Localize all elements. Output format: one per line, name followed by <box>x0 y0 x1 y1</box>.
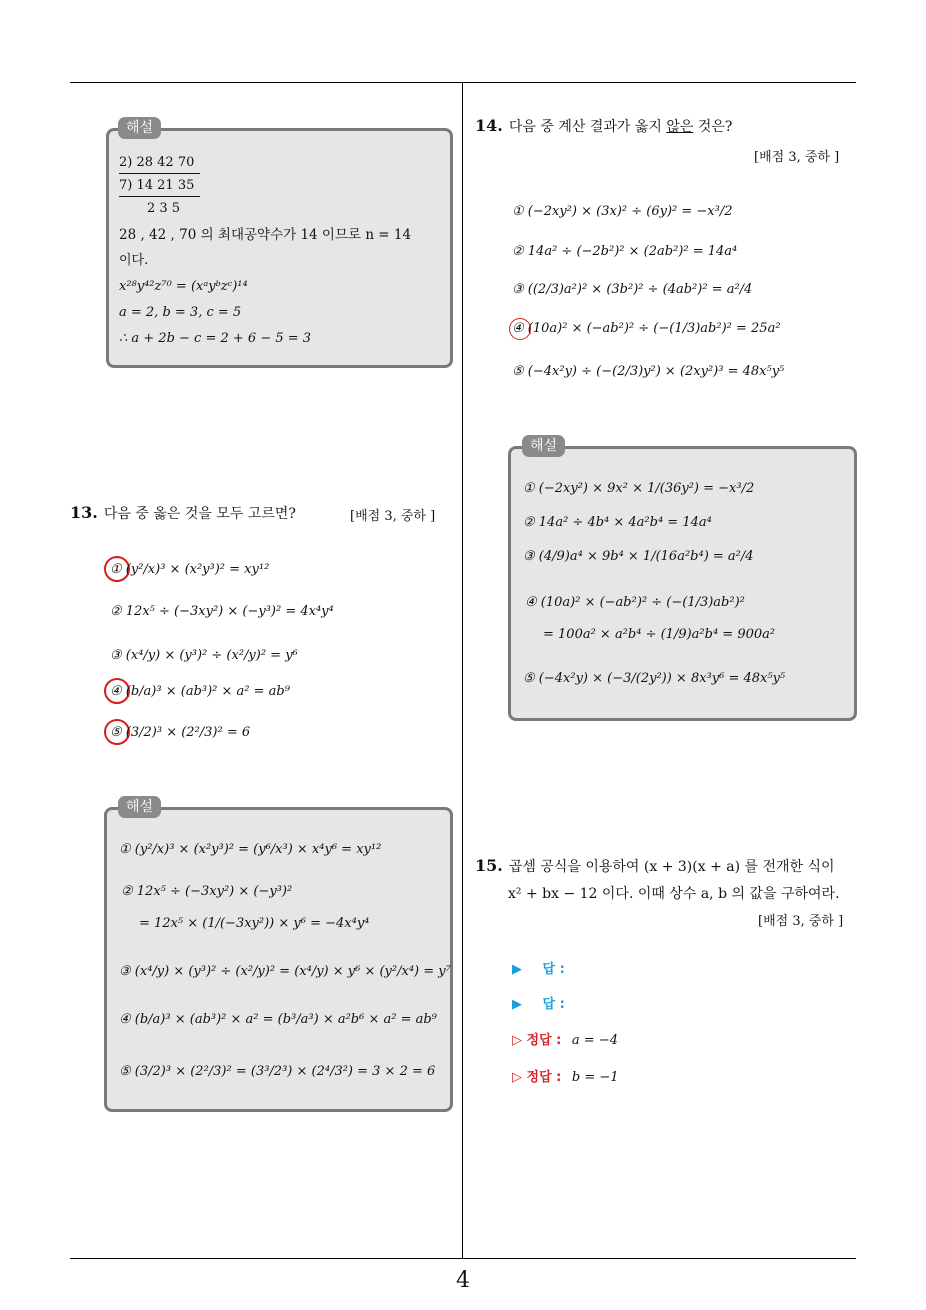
solution-line: = 12x⁵ × (1/(−3xy²)) × y⁶ = −4x⁴y⁴ <box>139 916 370 931</box>
solution-tag: 해설 <box>118 796 161 818</box>
solution-line: ① (−2xy²) × 9x² × 1/(36y²) = −x³/2 <box>523 481 755 496</box>
solution-box-q13 <box>104 807 453 1112</box>
solution-line: = 100a² × a²b⁴ ÷ (1/9)a²b⁴ = 900a² <box>543 627 776 642</box>
solution-line: ② 12x⁵ ÷ (−3xy²) × (−y³)² <box>121 884 293 899</box>
answer-key-label: 정답 : <box>526 1033 562 1048</box>
solution-line: ④ (10a)² × (−ab²)² ÷ (−(1/3)ab²)² <box>525 595 745 610</box>
solution-line: 이다. <box>119 253 149 268</box>
option-1[interactable]: ① (−2xy²) × (3x)² ÷ (6y)² = −x³/2 <box>512 204 733 219</box>
page-number: 4 <box>456 1268 470 1293</box>
column-divider <box>462 82 463 1259</box>
answer-row-2[interactable] <box>512 993 565 1012</box>
question-emphasis: 않은 <box>666 119 694 135</box>
question-text-line2: x² + bx − 12 이다. 이때 상수 a, b 의 값을 구하여라. <box>508 886 840 902</box>
question-meta: [배점 3, 중하 ] <box>350 509 436 524</box>
answer-label: 답 : <box>542 962 565 977</box>
top-rule <box>70 82 856 83</box>
solution-box-q12 <box>106 128 453 368</box>
option-2[interactable]: ② 14a² ÷ (−2b²)² × (2ab²)² = 14a⁴ <box>512 244 738 259</box>
answer-key-value: a = −4 <box>571 1033 618 1048</box>
solution-line: ② 14a² ÷ 4b⁴ × 4a²b⁴ = 14a⁴ <box>523 515 712 530</box>
solution-line: ③ (4/9)a⁴ × 9b⁴ × 1/(16a²b⁴) = a²/4 <box>523 549 754 564</box>
answer-label: 답 : <box>542 997 565 1012</box>
option-4[interactable]: ④ (b/a)³ × (ab³)² × a² = ab⁹ <box>110 684 290 699</box>
gcd-row-2: 7) 14 21 35 <box>119 176 200 197</box>
option-1[interactable]: ① (y²/x)³ × (x²y³)² = xy¹² <box>110 562 270 577</box>
solution-conclusion: ∴ a + 2b − c = 2 + 6 − 5 = 3 <box>119 331 312 346</box>
solution-line: ③ (x⁴/y) × (y³)² ÷ (x²/y)² = (x⁴/y) × y⁶ × (y²/x⁴) = y⁷ <box>119 964 451 979</box>
answer-marker-icon: ▶ <box>512 962 522 977</box>
solution-line: 28 , 42 , 70 의 최대공약수가 14 이므로 n = 14 <box>119 227 412 243</box>
answer-key-row-1 <box>512 1029 618 1048</box>
option-4[interactable]: ④ (10a)² × (−ab²)² ÷ (−(1/3)ab²)² = 25a² <box>512 321 781 336</box>
solution-box-q14 <box>508 446 857 721</box>
solution-line: ① (y²/x)³ × (x²y³)² = (y⁶/x³) × x⁴y⁶ = xy¹² <box>119 842 382 857</box>
question-number: 14. <box>475 116 503 135</box>
option-3[interactable]: ③ ((2/3)a²)² × (3b²)² ÷ (4ab²)² = a²/4 <box>512 282 753 297</box>
bottom-rule <box>70 1258 856 1259</box>
question-15-title <box>475 856 835 876</box>
question-14-title <box>475 116 732 136</box>
question-text: 다음 중 옳은 것을 모두 고르면? <box>103 506 296 522</box>
answer-row-1[interactable] <box>512 958 565 977</box>
answer-key-marker-icon: ▷ <box>512 1033 522 1048</box>
question-13-title <box>70 503 296 523</box>
option-5[interactable]: ⑤ (−4x²y) ÷ (−(2/3)y²) × (2xy²)³ = 48x⁵y⁵ <box>512 364 785 379</box>
solution-line: a = 2, b = 3, c = 5 <box>119 305 242 320</box>
answer-key-label: 정답 : <box>526 1070 562 1085</box>
question-text: 것은? <box>693 119 733 135</box>
solution-line: ⑤ (−4x²y) × (−3/(2y²)) × 8x³y⁶ = 48x⁵y⁵ <box>523 671 786 686</box>
gcd-row-1: 2) 28 42 70 <box>119 153 200 174</box>
question-number: 15. <box>475 856 503 875</box>
answer-key-row-2 <box>512 1066 619 1085</box>
question-text: 곱셈 공식을 이용하여 (x + 3)(x + a) 를 전개한 식이 <box>508 859 835 875</box>
question-meta: [배점 3, 중하 ] <box>758 914 844 929</box>
solution-tag: 해설 <box>118 117 161 139</box>
option-3[interactable]: ③ (x⁴/y) × (y³)² ÷ (x²/y)² = y⁶ <box>110 648 298 663</box>
solution-line: ④ (b/a)³ × (ab³)² × a² = (b³/a³) × a²b⁶ × a² = ab⁹ <box>119 1012 437 1027</box>
question-number: 13. <box>70 503 98 522</box>
gcd-row-3: 2 3 5 <box>147 201 181 216</box>
answer-key-value: b = −1 <box>571 1070 619 1085</box>
solution-line: x²⁸y⁴²z⁷⁰ = (xᵃyᵇzᶜ)¹⁴ <box>119 279 248 294</box>
solution-tag: 해설 <box>522 435 565 457</box>
answer-marker-icon: ▶ <box>512 997 522 1012</box>
question-text: 다음 중 계산 결과가 옳지 <box>508 119 667 135</box>
option-5[interactable]: ⑤ (3/2)³ × (2²/3)² = 6 <box>110 725 251 740</box>
answer-key-marker-icon: ▷ <box>512 1070 522 1085</box>
solution-line: ⑤ (3/2)³ × (2²/3)² = (3³/2³) × (2⁴/3²) = 3 × 2 = 6 <box>119 1064 436 1079</box>
option-2[interactable]: ② 12x⁵ ÷ (−3xy²) × (−y³)² = 4x⁴y⁴ <box>110 604 334 619</box>
question-meta: [배점 3, 중하 ] <box>754 150 840 165</box>
